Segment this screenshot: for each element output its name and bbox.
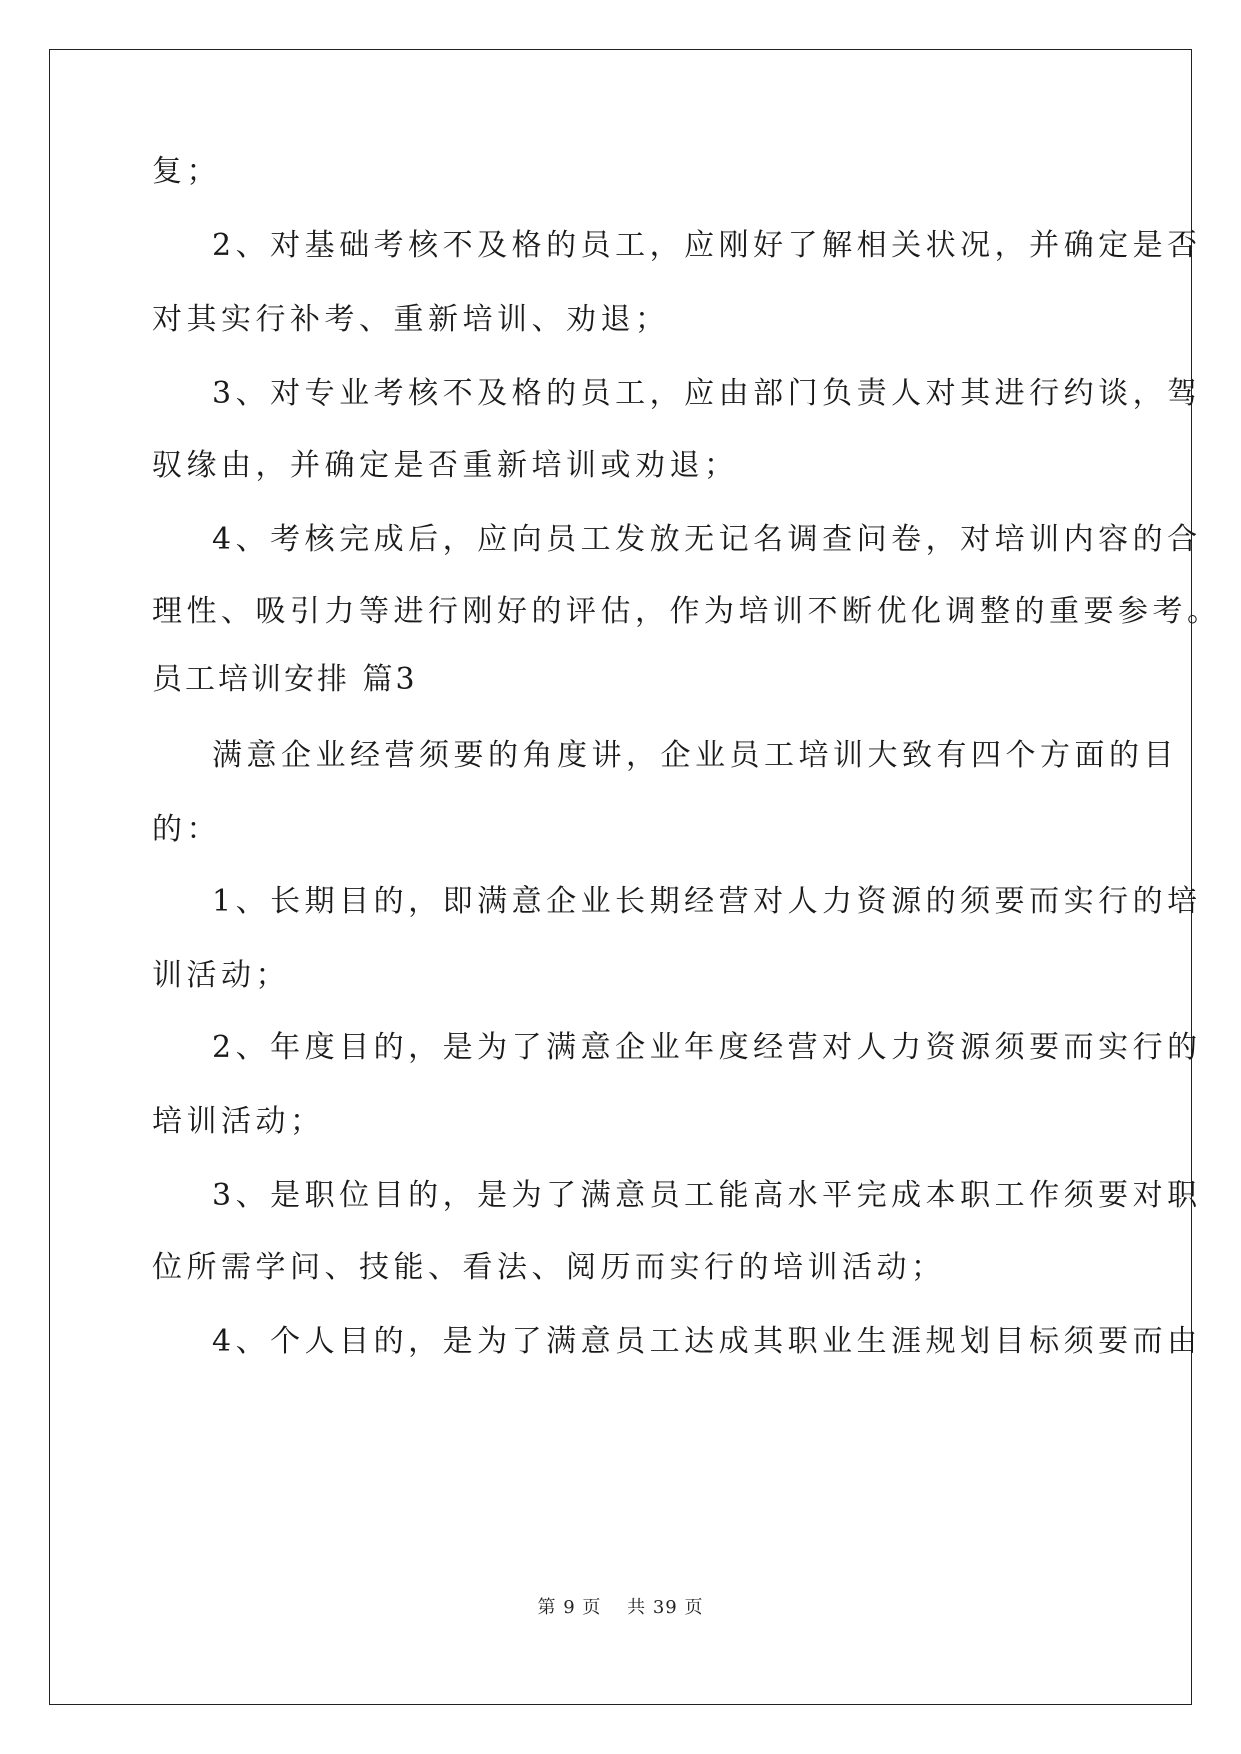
text-line-7: 理性、吸引力等进行刚好的评估，作为培训不断优化调整的重要参考。: [152, 594, 1222, 629]
text-line-15: 3、是职位目的，是为了满意员工能高水平完成本职工作须要对职: [212, 1178, 1202, 1213]
text-line-16: 位所需学问、技能、看法、阅历而实行的培训活动；: [152, 1250, 946, 1285]
text-line-9: 满意企业经营须要的角度讲，企业员工培训大致有四个方面的目: [212, 738, 1178, 773]
text-line-11: 1、长期目的，即满意企业长期经营对人力资源的须要而实行的培: [212, 884, 1202, 919]
text-line-10: 的：: [152, 812, 221, 847]
text-line-2: 2、对基础考核不及格的员工，应刚好了解相关状况，并确定是否: [212, 228, 1202, 263]
text-line-17: 4、个人目的，是为了满意员工达成其职业生涯规划目标须要而由: [212, 1324, 1202, 1359]
text-line-6: 4、考核完成后，应向员工发放无记名调查问卷，对培训内容的合: [212, 522, 1202, 557]
text-line-3: 对其实行补考、重新培训、劝退；: [152, 302, 670, 337]
page-number-footer: 第 9 页 共 39 页: [537, 1597, 704, 1618]
text-line-1: 复；: [152, 154, 221, 189]
page-border: [49, 49, 1192, 1705]
text-line-14: 培训活动；: [152, 1104, 325, 1139]
section-heading: 员工培训安排 篇3: [152, 662, 418, 697]
text-line-13: 2、年度目的，是为了满意企业年度经营对人力资源须要而实行的: [212, 1030, 1202, 1065]
text-line-4: 3、对专业考核不及格的员工，应由部门负责人对其进行约谈，驾: [212, 376, 1202, 411]
text-line-5: 驭缘由，并确定是否重新培训或劝退；: [152, 448, 739, 483]
text-line-12: 训活动；: [152, 958, 290, 993]
